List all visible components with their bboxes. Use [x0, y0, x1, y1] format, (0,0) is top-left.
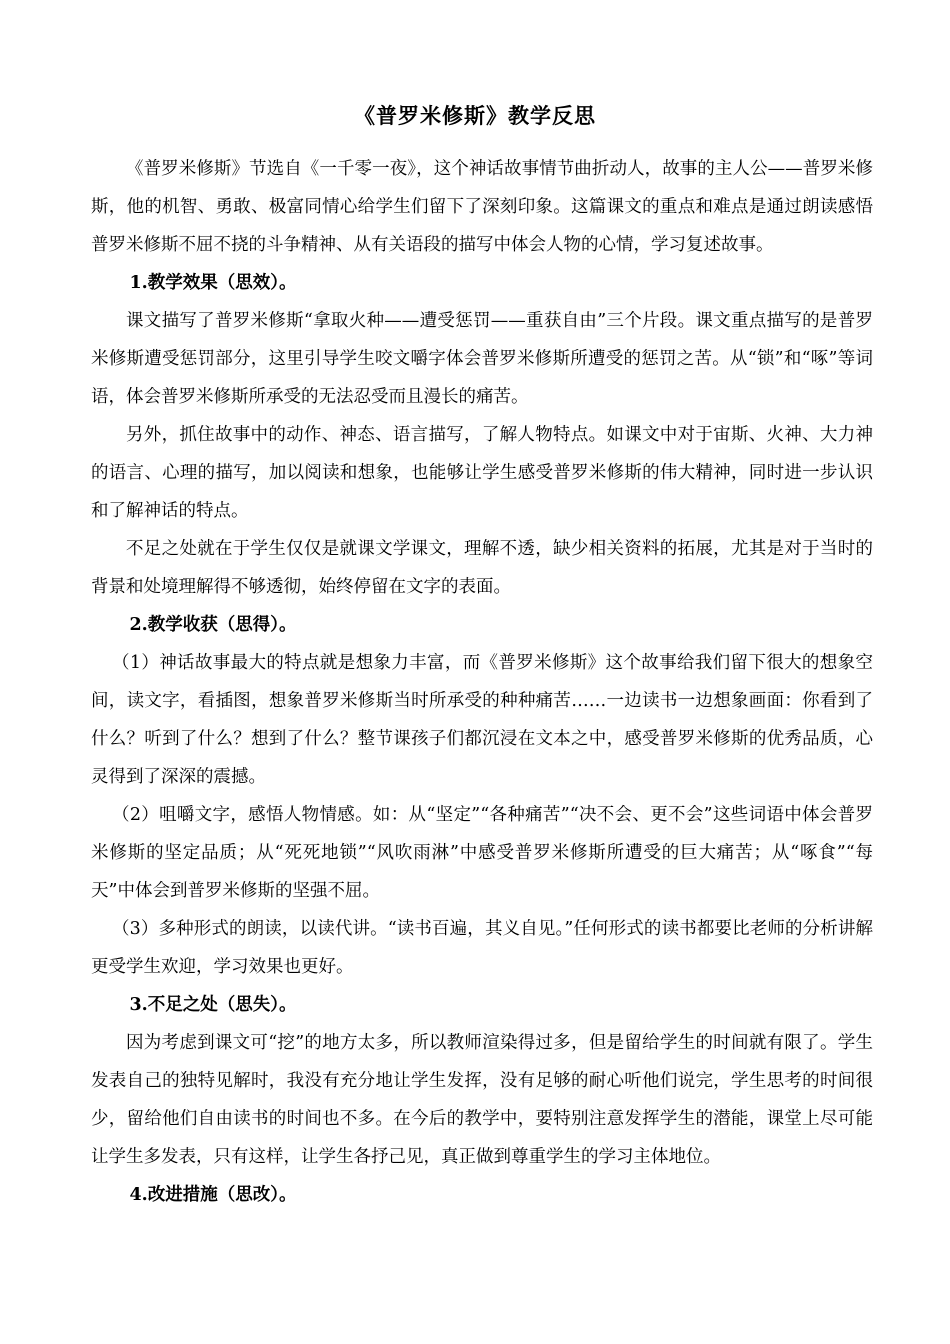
section-1-paragraph-3: 不足之处就在于学生仅仅是就课文学课文，理解不透，缺少相关资料的拓展，尤其是对于当时的背景和处境理解得不够透彻，始终停留在文字的表面。	[91, 539, 873, 597]
section-1-heading: 1.教学效果（思效）。	[129, 273, 297, 293]
section-3-heading: 3.不足之处（思失）。	[129, 995, 297, 1015]
document-title: 《普罗米修斯》教学反思	[354, 103, 596, 128]
section-3-paragraph-1: 因为考虑到课文可“挖”的地方太多，所以教师渲染得过多，但是留给学生的时间就有限了。学生发表自己的独特见解时，我没有充分地让学生发挥，没有足够的耐心听他们说完，学生思考的时间很少，留给他们自由读书的时间也不多。在今后的教学中，要特别注意发挥学生的潜能，课堂上尽可能让学生多发表，只有这样，让学生各抒己见，真正做到尊重学生的学习主体地位。	[91, 1033, 873, 1167]
section-4-heading: 4.改进措施（思改）。	[129, 1185, 297, 1205]
intro-paragraph: 《普罗米修斯》节选自《一千零一夜》，这个神话故事情节曲折动人，故事的主人公——普罗米修斯，他的机智、勇敢、极富同情心给学生们留下了深刻印象。这篇课文的重点和难点是通过朗读感悟普罗米修斯不屈不挠的斗争精神、从有关语段的描写中体会人物的心情，学习复述故事。	[91, 159, 873, 255]
section-1-paragraph-2: 另外，抓住故事中的动作、神态、语言描写，了解人物特点。如课文中对于宙斯、火神、大力神的语言、心理的描写，加以阅读和想象，也能够让学生感受普罗米修斯的伟大精神，同时进一步认识和了解神话的特点。	[91, 425, 873, 521]
section-2-paragraph-1: （1）神话故事最大的特点就是想象力丰富，而《普罗米修斯》这个故事给我们留下很大的想象空间，读文字，看插图，想象普罗米修斯当时所承受的种种痛苦……一边读书一边想象画面：你看到了什么？听到了什么？想到了什么？整节课孩子们都沉浸在文本之中，感受普罗米修斯的优秀品质，心灵得到了深深的震撼。	[91, 653, 873, 787]
document-body	[91, 150, 873, 1214]
section-2-paragraph-2: （2）咀嚼文字，感悟人物情感。如：从“坚定”“各种痛苦”“决不会、更不会”这些词语中体会普罗米修斯的坚定品质；从“死死地锁”“风吹雨淋”中感受普罗米修斯所遭受的巨大痛苦；从“啄食”“每天”中体会到普罗米修斯的坚强不屈。	[91, 805, 873, 901]
section-2-paragraph-3: （3）多种形式的朗读，以读代讲。“读书百遍，其义自见。”任何形式的读书都要比老师的分析讲解更受学生欢迎，学习效果也更好。	[91, 919, 873, 977]
section-2-heading: 2.教学收获（思得）。	[129, 615, 297, 635]
section-1-paragraph-1: 课文描写了普罗米修斯“拿取火种——遭受惩罚——重获自由”三个片段。课文重点描写的是普罗米修斯遭受惩罚部分，这里引导学生咬文嚼字体会普罗米修斯所遭受的惩罚之苦。从“锁”和“啄”等词语，体会普罗米修斯所承受的无法忍受而且漫长的痛苦。	[91, 311, 873, 407]
